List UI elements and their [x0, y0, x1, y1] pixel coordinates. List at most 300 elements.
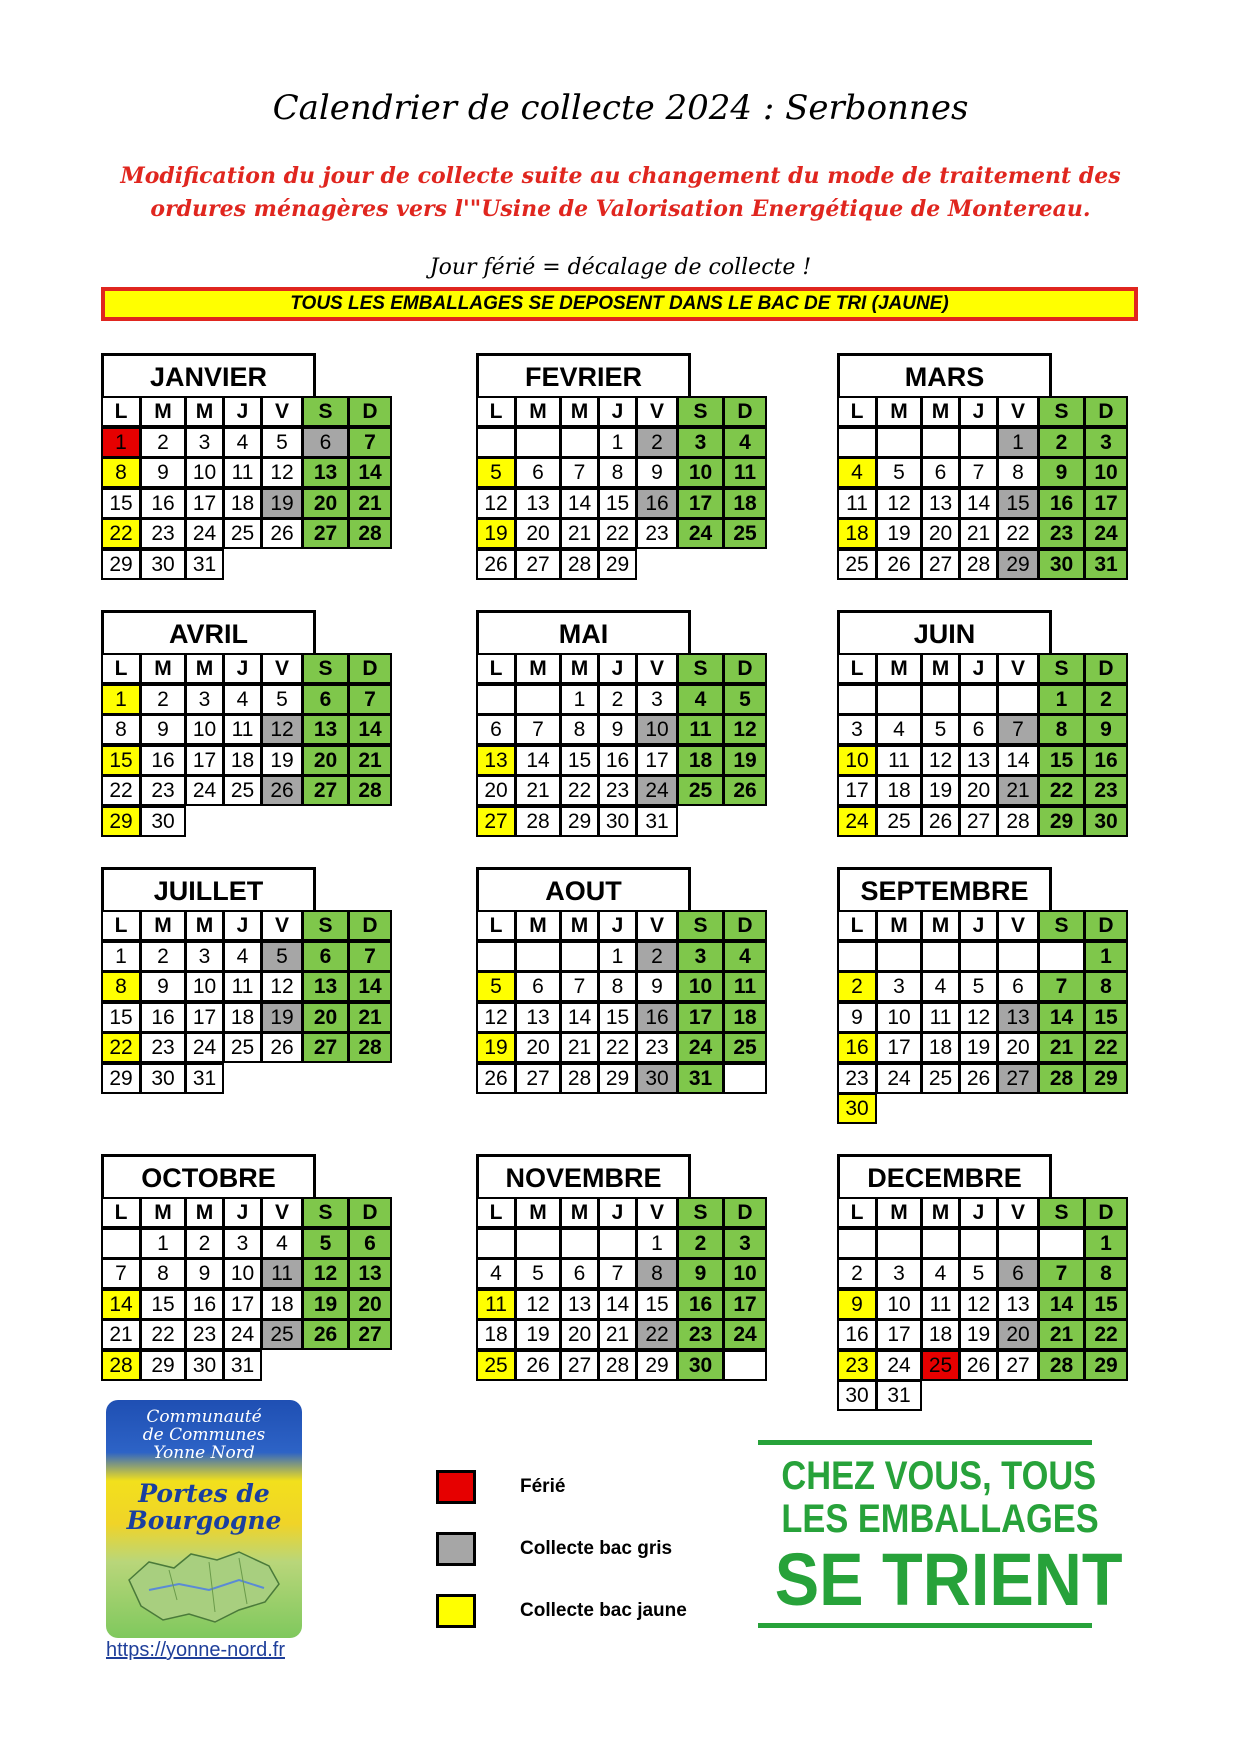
calendar-day: 16 [837, 1319, 877, 1350]
calendar-day: 26 [921, 806, 960, 837]
calendar-day: 17 [876, 1032, 922, 1063]
calendar-day: 11 [223, 457, 262, 488]
calendar-day: 8 [598, 971, 637, 1002]
legend-jaune [436, 1594, 766, 1634]
calendar-day: 14 [348, 457, 392, 488]
calendar-day: 23 [636, 1032, 678, 1063]
calendar-day: 30 [636, 1063, 678, 1094]
weekday-header: M [876, 396, 922, 427]
calendar-empty-cell [560, 427, 599, 458]
calendar-day: 19 [959, 1319, 998, 1350]
weekday-header: S [302, 1197, 349, 1228]
calendar-day: 30 [837, 1093, 877, 1124]
calendar-day: 17 [636, 745, 678, 776]
calendar-day: 6 [302, 427, 349, 458]
calendar-day: 19 [723, 745, 767, 776]
calendar-day: 2 [837, 1258, 877, 1289]
calendar-day: 29 [140, 1350, 186, 1381]
calendar-day: 16 [140, 1002, 186, 1033]
calendar-day: 3 [1084, 427, 1128, 458]
month-days-grid [476, 1197, 776, 1383]
month-mai [476, 610, 776, 839]
calendar-day: 1 [636, 1228, 678, 1259]
weekday-header: D [723, 910, 767, 941]
calendar-day: 2 [140, 684, 186, 715]
weekday-header: S [677, 396, 724, 427]
month-name: MARS [837, 353, 1052, 396]
calendar-day: 21 [348, 1002, 392, 1033]
calendar-day: 21 [348, 488, 392, 519]
calendar-day: 20 [302, 745, 349, 776]
calendar-day: 29 [598, 1063, 637, 1094]
calendar-day: 12 [261, 971, 303, 1002]
calendar-empty-cell [959, 941, 998, 972]
calendar-empty-cell [837, 941, 877, 972]
month-days-grid [101, 653, 401, 839]
calendar-day: 3 [185, 427, 224, 458]
calendar-empty-cell [837, 1228, 877, 1259]
calendar-day: 18 [223, 1002, 262, 1033]
month-mars [837, 353, 1137, 582]
weekday-header: M [921, 653, 960, 684]
calendar-day: 20 [302, 1002, 349, 1033]
calendar-day: 27 [302, 518, 349, 549]
calendar-empty-cell [921, 427, 960, 458]
weekday-header: M [515, 653, 561, 684]
calendar-day: 14 [959, 488, 998, 519]
calendar-day: 27 [997, 1063, 1039, 1094]
calendar-day: 27 [560, 1350, 599, 1381]
calendar-day: 12 [515, 1289, 561, 1320]
calendar-day: 24 [185, 518, 224, 549]
calendar-day: 11 [223, 714, 262, 745]
calendar-day: 4 [261, 1228, 303, 1259]
calendar-day: 23 [837, 1063, 877, 1094]
weekday-header: D [723, 653, 767, 684]
weekday-header: L [837, 653, 877, 684]
calendar-day: 9 [636, 971, 678, 1002]
month-name: AOUT [476, 867, 691, 910]
calendar-day: 20 [302, 488, 349, 519]
weekday-header: M [876, 653, 922, 684]
weekday-header: M [921, 1197, 960, 1228]
calendar-day: 18 [476, 1319, 516, 1350]
calendar-day: 14 [560, 488, 599, 519]
calendar-empty-cell [837, 684, 877, 715]
month-name: MAI [476, 610, 691, 653]
month-name: FEVRIER [476, 353, 691, 396]
weekday-header: M [560, 910, 599, 941]
calendar-day: 10 [223, 1258, 262, 1289]
calendar-day: 24 [677, 1032, 724, 1063]
calendar-empty-cell [476, 684, 516, 715]
calendar-day: 8 [598, 457, 637, 488]
calendar-empty-cell [515, 684, 561, 715]
calendar-day: 28 [1038, 1063, 1085, 1094]
calendar-empty-cell [876, 427, 922, 458]
calendar-day: 27 [302, 775, 349, 806]
calendar-day: 23 [1038, 518, 1085, 549]
weekday-header: L [101, 653, 141, 684]
weekday-header: S [1038, 396, 1085, 427]
month-decembre [837, 1154, 1137, 1407]
calendar-day: 25 [837, 549, 877, 580]
weekday-header: L [476, 396, 516, 427]
weekday-header: M [140, 653, 186, 684]
calendar-day: 26 [261, 1032, 303, 1063]
calendar-day: 19 [921, 775, 960, 806]
calendar-day: 22 [1084, 1319, 1128, 1350]
calendar-empty-cell [1038, 1228, 1085, 1259]
calendar-day: 7 [1038, 971, 1085, 1002]
calendar-day: 14 [348, 971, 392, 1002]
calendar-day: 21 [1038, 1032, 1085, 1063]
calendar-day: 1 [101, 427, 141, 458]
calendar-day: 16 [636, 488, 678, 519]
legend-gris [436, 1532, 766, 1572]
calendar-empty-cell [997, 684, 1039, 715]
calendar-day: 18 [677, 745, 724, 776]
weekday-header: L [476, 653, 516, 684]
month-juin [837, 610, 1137, 839]
calendar-day: 23 [140, 518, 186, 549]
weekday-header: L [837, 1197, 877, 1228]
calendar-day: 24 [723, 1319, 767, 1350]
calendar-day: 22 [598, 1032, 637, 1063]
calendar-day: 30 [837, 1380, 877, 1411]
weekday-header: D [723, 1197, 767, 1228]
calendar-day: 20 [476, 775, 516, 806]
calendar-day: 28 [348, 1032, 392, 1063]
calendar-day: 6 [560, 1258, 599, 1289]
calendar-day: 31 [636, 806, 678, 837]
calendar-day: 3 [223, 1228, 262, 1259]
calendar-day: 26 [959, 1063, 998, 1094]
calendar-day: 6 [959, 714, 998, 745]
calendar-day: 14 [997, 745, 1039, 776]
calendar-day: 18 [921, 1319, 960, 1350]
month-septembre [837, 867, 1137, 1120]
calendar-day: 29 [101, 1063, 141, 1094]
calendar-day: 7 [560, 457, 599, 488]
calendar-day: 16 [1084, 745, 1128, 776]
month-janvier [101, 353, 401, 582]
calendar-day: 12 [959, 1002, 998, 1033]
weekday-header: M [515, 910, 561, 941]
calendar-day: 30 [598, 806, 637, 837]
calendar-day: 4 [921, 971, 960, 1002]
calendar-empty-cell [959, 684, 998, 715]
calendar-day: 17 [723, 1289, 767, 1320]
calendar-day: 24 [837, 806, 877, 837]
calendar-day: 21 [515, 775, 561, 806]
calendar-day: 12 [261, 457, 303, 488]
calendar-day: 6 [302, 684, 349, 715]
calendar-day: 21 [348, 745, 392, 776]
month-days-grid [837, 1197, 1137, 1407]
calendar-day: 28 [515, 806, 561, 837]
calendar-day: 5 [959, 1258, 998, 1289]
calendar-day: 2 [837, 971, 877, 1002]
weekday-header: J [223, 396, 262, 427]
calendar-day: 17 [1084, 488, 1128, 519]
calendar-day: 9 [185, 1258, 224, 1289]
calendar-day: 8 [1038, 714, 1085, 745]
calendar-day: 15 [1084, 1002, 1128, 1033]
weekday-header: J [223, 1197, 262, 1228]
calendar-day: 24 [185, 1032, 224, 1063]
calendar-day: 28 [598, 1350, 637, 1381]
calendar-empty-cell [723, 1350, 767, 1381]
legend-swatch-ferie [436, 1470, 476, 1504]
weekday-header: L [101, 396, 141, 427]
month-fevrier [476, 353, 776, 582]
month-novembre [476, 1154, 776, 1383]
weekday-header: S [1038, 1197, 1085, 1228]
calendar-empty-cell [476, 427, 516, 458]
calendar-day: 10 [1084, 457, 1128, 488]
calendar-empty-cell [723, 1063, 767, 1094]
calendar-day: 31 [185, 1063, 224, 1094]
calendar-day: 22 [101, 775, 141, 806]
weekday-header: J [223, 653, 262, 684]
calendar-day: 27 [348, 1319, 392, 1350]
calendar-day: 4 [476, 1258, 516, 1289]
weekday-header: S [677, 910, 724, 941]
calendar-day: 18 [223, 745, 262, 776]
calendar-day: 21 [560, 518, 599, 549]
calendar-day: 2 [677, 1228, 724, 1259]
calendar-day: 28 [560, 549, 599, 580]
calendar-day: 11 [876, 745, 922, 776]
calendar-day: 11 [223, 971, 262, 1002]
calendar-day: 3 [185, 941, 224, 972]
calendar-day: 14 [560, 1002, 599, 1033]
calendar-day: 6 [997, 971, 1039, 1002]
weekday-header: J [959, 396, 998, 427]
calendar-day: 22 [101, 518, 141, 549]
weekday-header: V [997, 910, 1039, 941]
subtitle-text: Modification du jour de collecte suite au changement du mode de traitement des ordures ménagères vers l'"Usine de Valorisation Energétique de Montereau. [120, 163, 1121, 222]
month-name: JUIN [837, 610, 1052, 653]
weekday-header: L [837, 910, 877, 941]
calendar-day: 30 [677, 1350, 724, 1381]
calendar-day: 23 [677, 1319, 724, 1350]
sorting-banner: TOUS LES EMBALLAGES SE DEPOSENT DANS LE BAC DE TRI (JAUNE) [101, 287, 1138, 321]
calendar-day: 4 [223, 684, 262, 715]
calendar-day: 29 [1038, 806, 1085, 837]
calendar-day: 27 [476, 806, 516, 837]
calendar-day: 10 [876, 1289, 922, 1320]
ferie-note: Jour férié = décalage de collecte ! [429, 255, 812, 280]
calendar-day: 22 [598, 518, 637, 549]
calendar-day: 15 [140, 1289, 186, 1320]
calendar-day: 6 [348, 1228, 392, 1259]
calendar-day: 21 [1038, 1319, 1085, 1350]
calendar-empty-cell [876, 941, 922, 972]
calendar-day: 29 [997, 549, 1039, 580]
calendar-day: 6 [515, 457, 561, 488]
calendar-day: 28 [1038, 1350, 1085, 1381]
calendar-day: 4 [723, 427, 767, 458]
month-days-grid [476, 910, 776, 1096]
calendar-day: 10 [876, 1002, 922, 1033]
calendar-day: 22 [1084, 1032, 1128, 1063]
calendar-day: 19 [515, 1319, 561, 1350]
calendar-day: 12 [959, 1289, 998, 1320]
calendar-day: 16 [185, 1289, 224, 1320]
weekday-header: D [1084, 1197, 1128, 1228]
calendar-day: 14 [348, 714, 392, 745]
weekday-header: M [185, 910, 224, 941]
legend-label-gris: Collecte bac gris [520, 1538, 673, 1559]
calendar-day: 18 [876, 775, 922, 806]
calendar-day: 16 [1038, 488, 1085, 519]
calendar-day: 4 [723, 941, 767, 972]
calendar-day: 24 [876, 1350, 922, 1381]
calendar-day: 26 [476, 1063, 516, 1094]
calendar-day: 25 [223, 518, 262, 549]
calendar-day: 9 [837, 1289, 877, 1320]
calendar-day: 5 [261, 941, 303, 972]
calendar-day: 17 [677, 1002, 724, 1033]
calendar-day: 15 [1038, 745, 1085, 776]
calendar-day: 30 [140, 1063, 186, 1094]
calendar-day: 10 [723, 1258, 767, 1289]
calendar-day: 19 [876, 518, 922, 549]
calendar-empty-cell [476, 941, 516, 972]
calendar-day: 18 [223, 488, 262, 519]
month-days-grid [101, 1197, 401, 1383]
weekday-header: M [560, 1197, 599, 1228]
calendar-day: 2 [140, 941, 186, 972]
calendar-day: 25 [223, 775, 262, 806]
calendar-empty-cell [515, 1228, 561, 1259]
calendar-day: 29 [1084, 1063, 1128, 1094]
calendar-day: 3 [636, 684, 678, 715]
calendar-day: 11 [837, 488, 877, 519]
calendar-day: 27 [997, 1350, 1039, 1381]
month-name: SEPTEMBRE [837, 867, 1052, 910]
calendar-day: 17 [677, 488, 724, 519]
calendar-day: 7 [560, 971, 599, 1002]
weekday-header: M [921, 910, 960, 941]
calendar-day: 21 [598, 1319, 637, 1350]
calendar-day: 21 [560, 1032, 599, 1063]
calendar-day: 4 [876, 714, 922, 745]
calendar-day: 1 [101, 684, 141, 715]
calendar-day: 7 [348, 427, 392, 458]
calendar-day: 5 [515, 1258, 561, 1289]
calendar-day: 2 [140, 427, 186, 458]
calendar-day: 1 [1084, 941, 1128, 972]
subtitle [100, 160, 1141, 226]
calendar-day: 16 [140, 488, 186, 519]
weekday-header: M [515, 1197, 561, 1228]
month-name: JUILLET [101, 867, 316, 910]
calendar-day: 13 [959, 745, 998, 776]
calendar-empty-cell [921, 1228, 960, 1259]
month-name: OCTOBRE [101, 1154, 316, 1197]
slogan-line-2: LES EMBALLAGES [781, 1497, 1099, 1541]
calendar-day: 10 [185, 457, 224, 488]
calendar-day: 8 [101, 971, 141, 1002]
calendar-day: 15 [560, 745, 599, 776]
weekday-header: S [677, 1197, 724, 1228]
calendar-day: 11 [921, 1289, 960, 1320]
weekday-header: J [223, 910, 262, 941]
legend-label-jaune: Collecte bac jaune [520, 1600, 687, 1621]
calendar-day: 9 [1038, 457, 1085, 488]
calendar-day: 22 [101, 1032, 141, 1063]
calendar-day: 26 [959, 1350, 998, 1381]
calendar-day: 25 [921, 1063, 960, 1094]
weekday-header: D [1084, 396, 1128, 427]
weekday-header: S [302, 396, 349, 427]
calendar-day: 27 [515, 1063, 561, 1094]
weekday-header: M [560, 396, 599, 427]
legend-label-ferie: Férié [520, 1476, 566, 1497]
calendar-day: 2 [1038, 427, 1085, 458]
calendar-day: 24 [876, 1063, 922, 1094]
calendar-day: 15 [1084, 1289, 1128, 1320]
calendar-day: 5 [959, 971, 998, 1002]
month-days-grid [476, 396, 776, 582]
calendar-day: 23 [598, 775, 637, 806]
weekday-header: J [598, 910, 637, 941]
calendar-day: 20 [515, 518, 561, 549]
calendar-day: 19 [476, 1032, 516, 1063]
calendar-empty-cell [876, 684, 922, 715]
calendar-day: 19 [476, 518, 516, 549]
website-link[interactable]: https://yonne-nord.fr [106, 1639, 285, 1661]
legend-ferie [436, 1470, 766, 1510]
calendar-day: 19 [261, 745, 303, 776]
weekday-header: J [598, 1197, 637, 1228]
calendar-day: 14 [1038, 1289, 1085, 1320]
legend-swatch-jaune [436, 1594, 476, 1628]
calendar-day: 17 [223, 1289, 262, 1320]
calendar-empty-cell [921, 941, 960, 972]
calendar-day: 15 [101, 1002, 141, 1033]
calendar-day: 5 [476, 971, 516, 1002]
calendar-day: 14 [1038, 1002, 1085, 1033]
weekday-header: S [1038, 910, 1085, 941]
calendar-day: 17 [837, 775, 877, 806]
calendar-day: 22 [636, 1319, 678, 1350]
calendar-day: 13 [560, 1289, 599, 1320]
weekday-header: M [876, 1197, 922, 1228]
calendar-day: 20 [997, 1032, 1039, 1063]
calendar-day: 12 [921, 745, 960, 776]
calendar-day: 24 [185, 775, 224, 806]
calendar-empty-cell [560, 1228, 599, 1259]
month-days-grid [101, 396, 401, 582]
calendar-day: 16 [837, 1032, 877, 1063]
calendar-day: 9 [837, 1002, 877, 1033]
calendar-empty-cell [476, 1228, 516, 1259]
calendar-empty-cell [997, 1228, 1039, 1259]
weekday-header: J [598, 653, 637, 684]
calendar-day: 15 [997, 488, 1039, 519]
weekday-header: D [348, 1197, 392, 1228]
calendar-day: 29 [636, 1350, 678, 1381]
calendar-day: 31 [223, 1350, 262, 1381]
calendar-day: 1 [598, 941, 637, 972]
calendar-day: 1 [101, 941, 141, 972]
calendar-day: 8 [1084, 1258, 1128, 1289]
calendar-day: 6 [997, 1258, 1039, 1289]
